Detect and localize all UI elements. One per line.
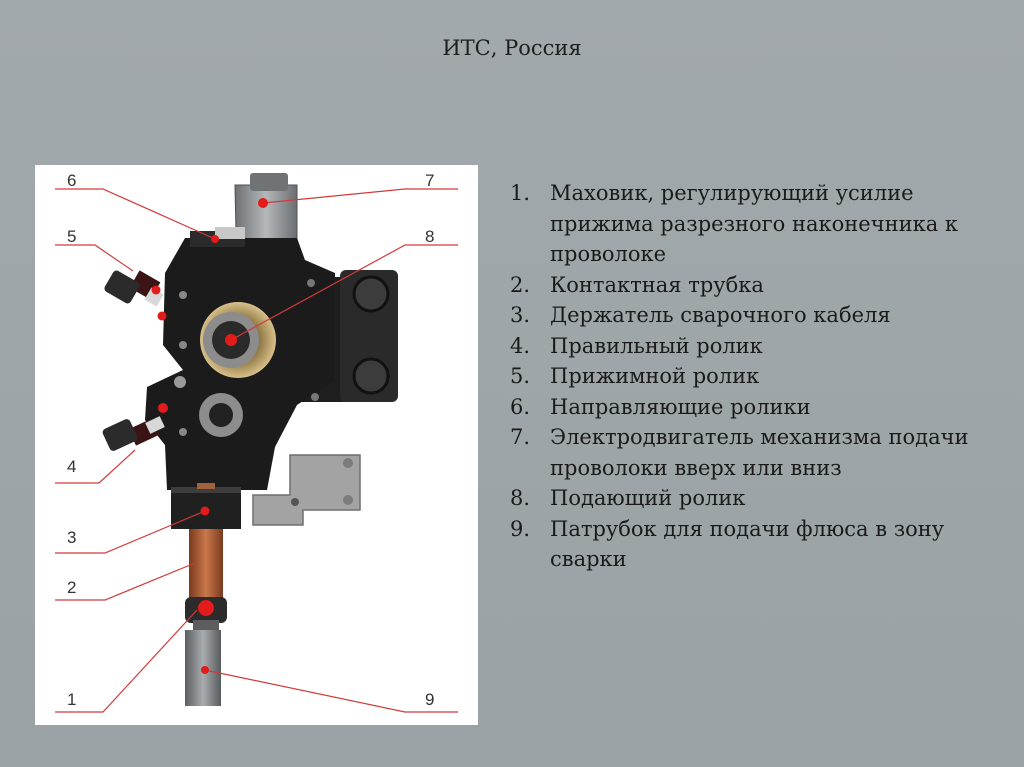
legend-text: Маховик, регулирующий усилие прижима разрезного наконечника к проволоке: [550, 181, 959, 266]
legend-text: Прижимной ролик: [550, 364, 760, 388]
straightening-knob: [101, 416, 164, 452]
legend-text: Электродвигатель механизма подачи проволоки вверх или вниз: [550, 425, 969, 480]
legend-item: [510, 300, 970, 331]
marker-6: [211, 235, 219, 243]
marker-7: [258, 198, 268, 208]
callout-3: 3: [67, 528, 77, 547]
legend-number: 8.: [510, 486, 531, 510]
marker-4: [158, 403, 168, 413]
marker-4-upper: [158, 312, 167, 321]
mechanism-drawing: [35, 165, 478, 725]
legend-item: [510, 483, 970, 514]
legend-item: [510, 392, 970, 423]
legend-number: 1.: [510, 181, 531, 205]
mechanism-figure: [35, 165, 478, 725]
callout-8: 8: [425, 227, 435, 246]
callout-7: 7: [425, 171, 435, 190]
callout-6: 6: [67, 171, 77, 190]
legend-number: 7.: [510, 425, 531, 449]
marker-9: [201, 666, 209, 674]
legend-text: Направляющие ролики: [550, 394, 811, 419]
legend-item: [510, 514, 970, 575]
callout-2: 2: [67, 578, 77, 597]
legend-text: Подающий ролик: [550, 486, 746, 510]
legend-item: [510, 422, 970, 483]
marker-1: [198, 600, 214, 616]
slide-title: ИТС, Россия: [442, 36, 582, 60]
legend-number: 2.: [510, 272, 531, 297]
callout-4: 4: [67, 457, 77, 476]
straightening-roller: [199, 393, 243, 437]
legend-text: Патрубок для подачи флюса в зону сварки: [550, 516, 945, 571]
callout-9: 9: [425, 690, 435, 709]
legend-text: Держатель сварочного кабеля: [550, 303, 891, 327]
feed-roller: [200, 302, 276, 378]
legend-number: 9.: [510, 516, 531, 541]
legend-item: [510, 361, 970, 392]
contact-tube: [189, 529, 223, 601]
marker-8: [225, 334, 237, 346]
marker-3: [201, 507, 210, 516]
cable-holder: [171, 483, 241, 529]
legend-number: 4.: [510, 333, 531, 358]
marker-5: [152, 286, 161, 295]
legend-number: 3.: [510, 303, 531, 327]
legend-number: 5.: [510, 364, 531, 388]
legend-item: [510, 178, 970, 270]
legend-item: [510, 270, 970, 301]
legend-number: 6.: [510, 394, 531, 419]
parts-legend: [510, 178, 970, 575]
legend-item: [510, 331, 970, 362]
legend-text: Контактная трубка: [550, 272, 764, 297]
callout-5: 5: [67, 227, 77, 246]
legend-text: Правильный ролик: [550, 333, 763, 358]
callout-1: 1: [67, 690, 77, 709]
